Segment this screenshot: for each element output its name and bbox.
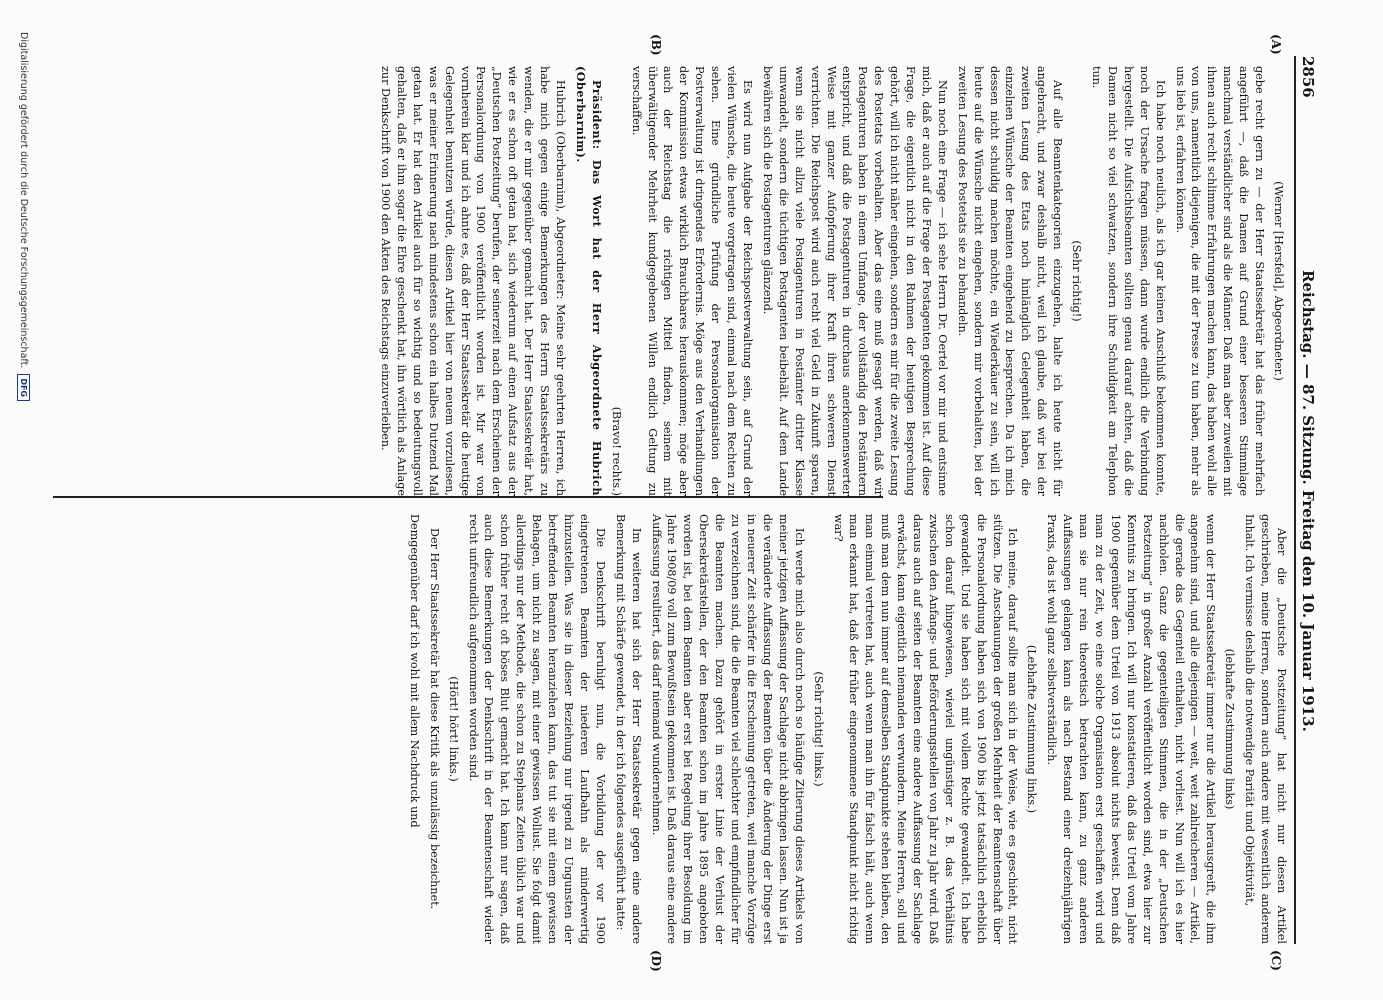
margin-marker-b: (B): [649, 34, 663, 56]
paragraph: Aber die „Deutsche Postzeitung“ hat nicht nur diesen Artikel geschrieben, meine Herren, sondern auch andere mit wesentlich anderem Inhalt. Ich vermisse deshalb die notwendige Parität und Objektivität,: [1243, 514, 1288, 944]
paragraph: Ich werde mich also durch noch so häufige Zitierung dieses Artikels von meiner jetzigen Auffassung der Sachlage nicht abbringen lassen. Nun ist ja die veränderte Auffassung der Beamten über die Änderung der Dinge erst in neuerer Zeit schärfer in die Erscheinung getreten, weil manche Vorzüge zu verzeichnen sind, die die Beamten viel schlechter und empfindlicher für die Beamten machen. Dazu gehört in erster Linie der Verlust der Obersekretärstellen, der den Beamten schon im Jahre 1895 angeboten worden ist, bei dem Beamten aber erst bei Regelung ihrer Besoldung im Jahre 1908/09 voll zum Bewußtsein gekommen ist. Daß daraus eine andere Auffassung resultiert, das darf niemand wundernehmen.: [649, 514, 806, 944]
paragraph: gebe recht gern zu — der Herr Staatssekretär hat das früher mehrfach angeführt —, daß die Damen auf Grund einer besseren Stimmlage manchmal verständlicher sind als die Männer. Daß man aber zuweilen mit ihnen auch recht schlimme Erfahrungen machen kann, das haben wohl alle von uns, namentlich diejenigen, die mit der Presse zu tun haben, mehr als uns lieb ist, erfahren können.: [1173, 66, 1267, 496]
interjection: (lebhafte Zustimmung links): [1223, 648, 1237, 810]
interjection: (Sehr richtig!): [1070, 240, 1084, 322]
margin-marker-d: (D): [649, 950, 663, 972]
paragraph: Nun noch eine Frage — ich sehe Herrn Dr. Oertel vor mir und entsinne mich, daß er auch auf die Frage der Postagenten gekommen ist. Auf diese Frage, die eigentlich nicht in den Rahmen der heutigen Besprechung gehört, will ich nicht näher eingehen, sondern es mir für die zweite Lesung des Postetats vorbehalten. Aber das eine muß gesagt werden, daß wir Postagenturen haben in einem Umfange, der vollständig den Postämtern entspricht, und daß die Postagenturen in durchaus anerkennenswerter Weise mit ganzer Aufopferung ihrer Kraft ihren schweren Dienst verrichten. Die Reichspost wird auch recht viel Geld in Zukunft sparen, wenn sie nicht allzu viele Postagenturen in Postämter dritter Klasse umwandelt, sondern die tüchtigen Postagenten beibehält. Auf dem Lande bewähren sich die Postagenturen glänzend.: [760, 66, 949, 496]
interjection: (Hört! hört! links.): [446, 676, 460, 782]
quotation: Die Denkschrift beruhigt nun, die Vorbildung der vor 1900 eingetretenen Beamten der niederen Laufbahn als minderwertig hinzustellen. Was sie in dieser Beziehung nur irgend zu Ungunsten der betreffenden Beamten heranziehen kann, das tut sie mit einem gewissen Behagen, um nicht zu sagen, mit einer gewissen Wollust. Sie folgt damit allerdings nur der Methode, die schon zu Stephans Zeiten üblich war und schon früher recht oft böses Blut gemacht hat. Ich kann nur sagen, daß auch diese Bemerkungen der Denkschrift in der Beamtenschaft wieder recht unfreundlich aufgenommen worden sind.: [466, 514, 607, 944]
paragraph: wenn der Herr Staatssekretär immer nur die Artikel herausgreift, die ihm angenehm sind, und alle diejenigen — weit, weit zahlreicheren — Artikel, die gerade das Gegenteil enthalten, nicht vorliest. Nun will ich es hier nachholen. Ganz die gegenteiligen Stimmen, die in der „Deutschen Postzeitung“ in großer Anzahl veröffentlicht worden sind, etwa hier zur Kenntnis zu bringen. Ich will nur konstatieren, daß das Urteil vom Jahre 1900 gegenüber dem Urteil von 1913 absolut nichts beweist. Denn daß man zu der Zeit, wo eine solche Organisation erst geschaffen wird und man sie nur rein theoretisch betrachten kann, zu ganz anderen Auffassungen gelangen kann als nach Bestand einer dreizehnjährigen Praxis, das ist wohl ganz selbstverständlich.: [1045, 514, 1218, 944]
dfg-logo-icon: DFG: [18, 374, 31, 401]
paragraph: Hubrich (Oberbarnim), Abgeordneter: Meine sehr geehrten Herren, ich habe mich gegen einige Bemerkungen des Herrn Staatssekretärs zu wenden, die er mir gegenüber gemacht hat. Der Herr Staatssekretär hat, wie er es schon oft getan hat, sich wiederum auf einen Aufsatz aus der „Deutschen Postzeitung“ berufen, der seinerzeit nach dem Erscheinen der Personalordnung von 1900 veröffentlicht worden ist. Mir war von vornherein klar und ich ahnte es, daß der Herr Staatssekretär die heutige Gelegenheit benutzen würde, diesen Artikel hier von neuem vorzulesen, was er meiner Erinnerung nach mindestens schon ein halbes Dutzend Mal getan hat. Er hat den Artikel auch für so wichtig und so bedeutungsvoll gehalten, daß er ihm sogar die Ehre geschenkt hat, ihn wörtlich als Anlage zur Denkschrift von 1900 den Akten des Reichstags einzuverleiben.: [379, 66, 568, 496]
paragraph: Der Herr Staatssekretär hat diese Kritik als unzulässig bezeichnet.: [427, 528, 441, 910]
paragraph: Es wird nun Aufgabe der Reichspostverwaltung sein, auf Grund der vielen Wünsche, die heute vorgetragen sind, einmal nach dem Rechten zu sehen. Eine gründliche Prüfung der Personalorganisation der Postverwaltung ist dringendes Erfordernis. Möge aus den Verhandlungen der Kommission etwas wirklich Brauchbares herauskommen; möge aber auch der Reichstag die richtigen Mittel finden, seinem mit überwältigender Mehrheit kundgegebenen Willen endlich Geltung zu verschaffen.: [629, 66, 754, 496]
paragraph: Auf alle Beamtenkategorien einzugehen, halte ich heute nicht für angebracht, und zwar deshalb nicht, weil ich glaube, daß wir bei der zweiten Lesung des Etats noch hinlänglich Gelegenheit haben, die einzelnen Wünsche der Beamten eingehend zu besprechen. Da ich mich dessen nicht schuldig machen möchte, ein Wiederkäuer zu sein, will ich heute auf die Wünsche nicht eingehen, sondern mir vorbehalten, bei der zweiten Lesung des Postetats sie zu behandeln.: [955, 66, 1065, 496]
interjection: (Sehr richtig! links.): [811, 671, 825, 787]
column-divider: [53, 496, 883, 498]
page-header: [1294, 56, 1321, 944]
interjection: (Bravo! rechts.): [609, 406, 623, 496]
paragraph: Ich habe noch neulich, als ich gar keinen Anschluß bekommen konnte, noch der Ursache fragen müssen, dann wurde endlich die Verbindung hergestellt. Die Aufsichtsbeamten sollten genau darauf achten, daß die Damen nicht so viel schwatzen, sondern ihre Schuldigkeit am Telephon tun.: [1090, 66, 1167, 496]
page-title: Reichstag. — 87. Sitzung. Freitag den 10. Januar 1913.: [1299, 269, 1317, 732]
paragraph: Im weiteren hat sich der Herr Staatssekretär gegen eine andere Bemerkung mit Schärfe gewendet, in der ich folgendes ausgeführt hatte:: [613, 514, 643, 944]
margin-marker-c: (C): [1269, 950, 1283, 971]
paragraph: Demgegenüber darf ich wohl mit allem Nachdruck und: [407, 514, 421, 828]
paragraph: Ich meine, darauf sollte man sich in der Weise, wie es geschieht, nicht stützen. Die Anschauungen der großen Mehrheit der Beamtenschaft über die Personalordnung haben sich von 1900 bis jetzt tatsächlich erheblich gewandelt. Und sie haben sich mit vollem Rechte gewandelt. Ich habe schon darauf hingewiesen, wieviel ungünstiger z. B. das Verhältnis zwischen den Anfangs- und Beförderungsstellen von Jahr zu Jahr wird. Daß daraus auch auf seiten der Beamten eine andere Auffassung der Sachlage erwächst, kann eigentlich niemanden verwundern. Meine Herren, soll und muß man dem nun immer auf demselben Standpunkte stehen bleiben, den man einmal vertreten hat, auch wenn man ihn für falsch hält, auch wenn man erkannt hat, daß der früher eingenommene Standpunkt nicht richtig war?: [831, 514, 1020, 944]
page-number: 2856: [1299, 56, 1317, 98]
interjection: (Lebhafte Zustimmung links.): [1025, 644, 1039, 814]
digitization-note: Digitalisierung gefördert durch die Deutsche Forschungsgemeinschaft.: [18, 32, 30, 369]
president-statement: Präsident: Das Wort hat der Herr Abgeordnete Hubrich (Oberbarnim).: [573, 66, 604, 496]
left-column: [240, 66, 1289, 496]
speaker-attribution: (Werner [Hersfeld], Abgeordneter.): [1272, 181, 1285, 381]
margin-marker-a: (A): [1269, 34, 1283, 55]
digitization-footer: [10, 32, 38, 972]
right-column: [240, 514, 1289, 944]
